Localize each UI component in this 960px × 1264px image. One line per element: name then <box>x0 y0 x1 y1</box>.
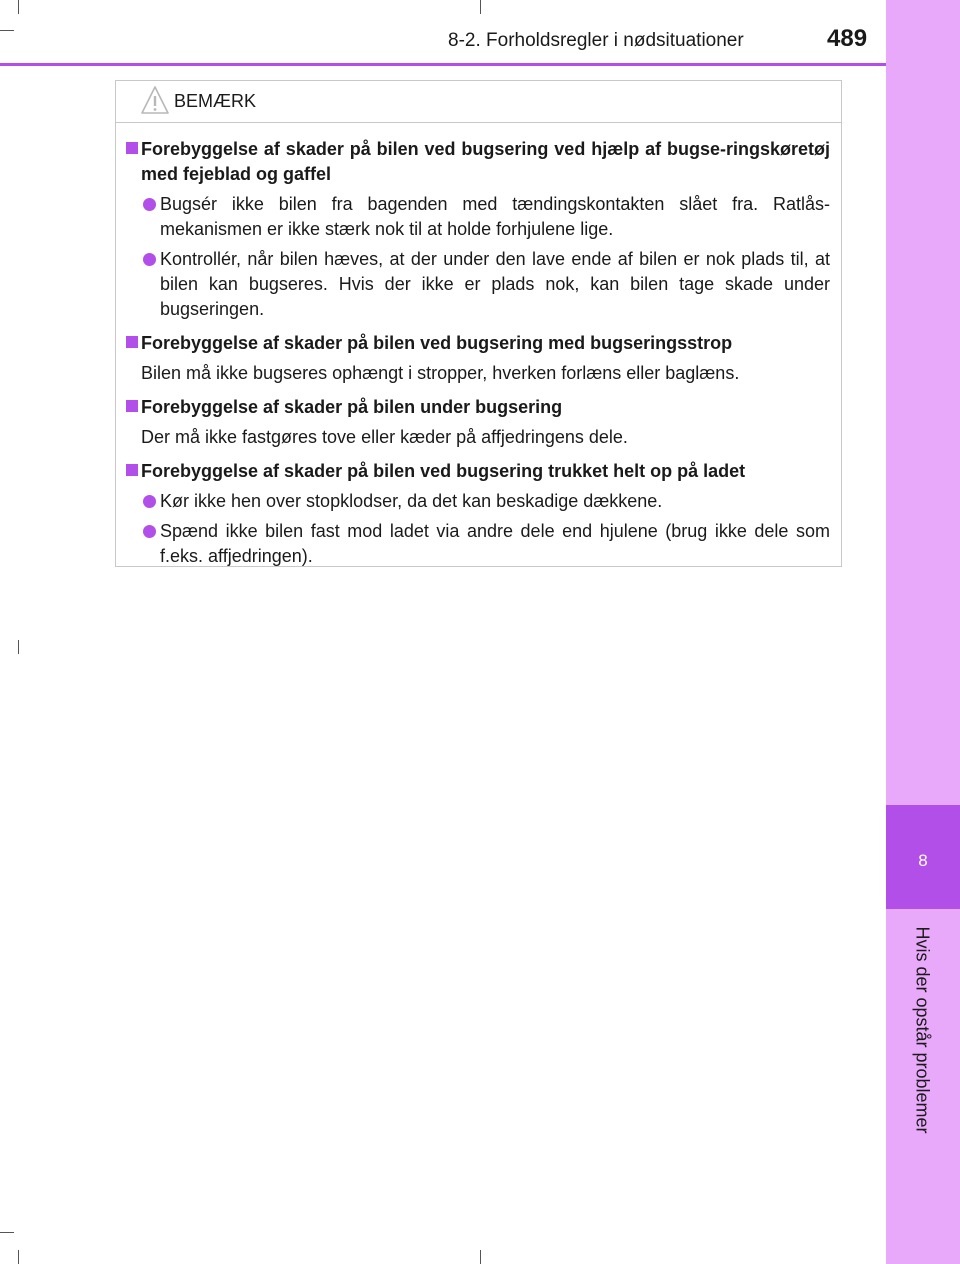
notice-body <box>116 137 841 569</box>
item-text: Der må ikke fastgøres tove eller kæder på affjedringens dele. <box>141 427 628 447</box>
notice-box <box>115 80 842 567</box>
notice-header <box>116 81 841 123</box>
bullet-item <box>141 489 830 514</box>
square-bullet-icon <box>126 142 138 154</box>
square-bullet-icon <box>126 464 138 476</box>
crop-mark <box>18 1250 19 1264</box>
item-title: Forebyggelse af skader på bilen ved bugsering trukket helt op på ladet <box>141 461 746 481</box>
bullet-item <box>141 247 830 322</box>
bullet-text: Bugsér ikke bilen fra bagenden med tændingskontakten slået fra. Ratlås-mekanismen er ikke stærk nok til at holde forhjulene lige. <box>160 194 830 239</box>
dot-bullet-icon <box>143 198 156 211</box>
header-rule <box>0 63 886 66</box>
notice-item <box>116 459 841 569</box>
crop-mark <box>480 1250 481 1264</box>
notice-item <box>116 137 841 322</box>
dot-bullet-icon <box>143 495 156 508</box>
bullet-text: Spænd ikke bilen fast mod ladet via andre dele end hjulene (brug ikke dele som f.eks. affjedringen). <box>160 521 830 566</box>
item-title: Forebyggelse af skader på bilen ved bugsering med bugseringsstrop <box>141 333 733 353</box>
bullet-text: Kør ikke hen over stopklodser, da det kan beskadige dækkene. <box>160 491 663 511</box>
crop-mark <box>18 640 19 654</box>
page-number: 489 <box>827 25 868 52</box>
dot-bullet-icon <box>143 525 156 538</box>
crop-mark <box>18 0 19 14</box>
square-bullet-icon <box>126 400 138 412</box>
square-bullet-icon <box>126 336 138 348</box>
notice-title: BEMÆRK <box>174 91 257 111</box>
notice-item <box>116 395 841 450</box>
item-title: Forebyggelse af skader på bilen under bugsering <box>141 397 563 417</box>
section-header: 8-2. Forholdsregler i nødsituationer <box>448 30 744 51</box>
bullet-text: Kontrollér, når bilen hæves, at der under den lave ende af bilen er nok plads til, at bilen kan bugseres. Hvis der ikke er plads nok, kan bilen tage skade under bugseringen. <box>160 249 830 319</box>
chapter-number: 8 <box>918 851 928 870</box>
notice-item <box>116 331 841 386</box>
crop-mark <box>480 0 481 14</box>
item-text: Bilen må ikke bugseres ophængt i stropper, hverken forlæns eller baglæns. <box>141 363 740 383</box>
dot-bullet-icon <box>143 253 156 266</box>
crop-mark <box>0 1232 14 1233</box>
chapter-title: Hvis der opstår problemer <box>912 926 933 1134</box>
item-title: Forebyggelse af skader på bilen ved bugsering ved hjælp af bugse-ringskøretøj med fejeblad og gaffel <box>141 139 830 184</box>
bullet-item <box>141 519 830 569</box>
bullet-item <box>141 192 830 242</box>
crop-mark <box>0 30 14 31</box>
warning-triangle-icon <box>140 85 170 120</box>
